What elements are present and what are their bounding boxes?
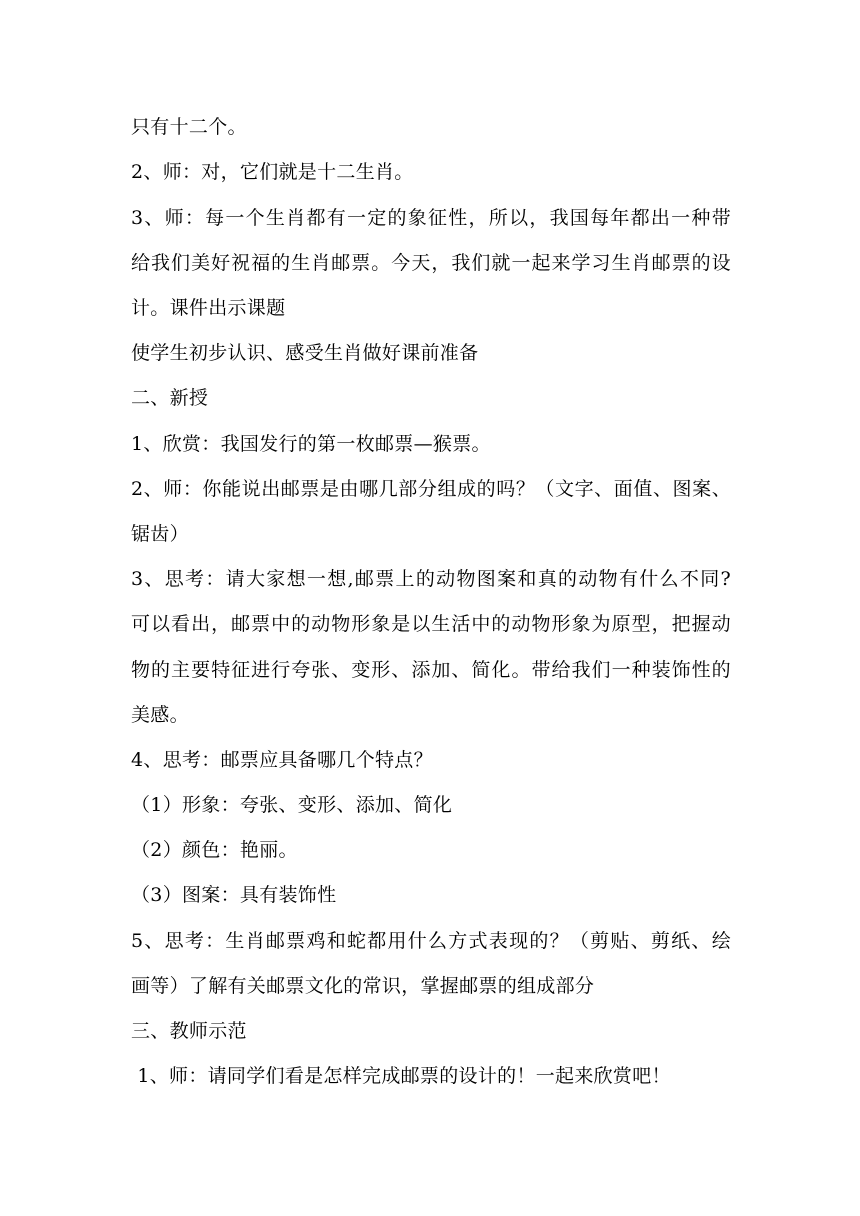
text-line: 2、师：你能说出邮票是由哪几部分组成的吗？（文字、面值、图案、 — [131, 478, 731, 500]
text-line: 只有十二个。 — [131, 116, 247, 138]
list-item: （1）形象：夸张、变形、添加、简化 — [131, 794, 453, 816]
text-line: 美感。 — [131, 704, 189, 726]
section-heading: 三、教师示范 — [131, 1020, 247, 1042]
text-line: 物的主要特征进行夸张、变形、添加、简化。带给我们一种装饰性的 — [131, 659, 731, 681]
text-line: 画等）了解有关邮票文化的常识，掌握邮票的组成部分 — [131, 975, 595, 997]
text-line: 4、思考：邮票应具备哪几个特点？ — [131, 749, 433, 771]
text-line: 计。课件出示课题 — [131, 297, 286, 319]
text-line: 给我们美好祝福的生肖邮票。今天，我们就一起来学习生肖邮票的设 — [131, 252, 731, 274]
text-line: 3、思考：请大家想一想,邮票上的动物图案和真的动物有什么不同? — [131, 568, 731, 590]
section-heading: 二、新授 — [131, 387, 209, 409]
list-item: （2）颜色：艳丽。 — [131, 839, 298, 861]
list-item: （3）图案：具有装饰性 — [131, 884, 337, 906]
text-line: 3、师：每一个生肖都有一定的象征性，所以，我国每年都出一种带 — [131, 207, 731, 229]
text-line: 锯齿） — [131, 523, 189, 545]
text-line: 5、思考：生肖邮票鸡和蛇都用什么方式表现的？（剪贴、剪纸、绘 — [131, 930, 731, 952]
text-line: 可以看出，邮票中的动物形象是以生活中的动物形象为原型，把握动 — [131, 613, 731, 635]
text-line: 使学生初步认识、感受生肖做好课前准备 — [131, 342, 479, 364]
text-line: 1、欣赏：我国发行的第一枚邮票—猴票。 — [131, 433, 491, 455]
text-line: 1、师：请同学们看是怎样完成邮票的设计的！一起来欣赏吧！ — [131, 1065, 671, 1087]
text-line: 2、师：对，它们就是十二生肖。 — [131, 161, 414, 183]
